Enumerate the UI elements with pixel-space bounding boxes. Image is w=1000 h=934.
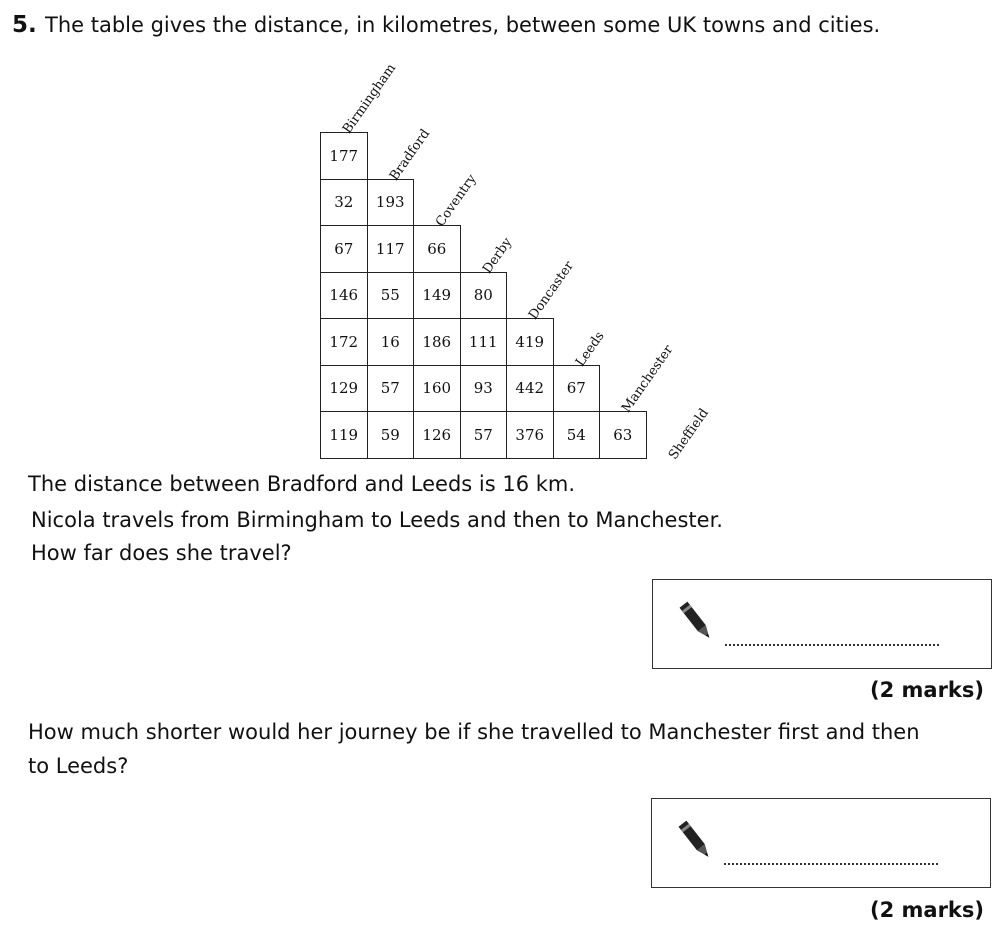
answer-box-2[interactable] [651, 798, 991, 888]
part2-question-line2: to Leeds? [28, 754, 129, 778]
marks-label-1: (2 marks) [870, 678, 984, 702]
distance-cell: 419 [506, 318, 554, 366]
distance-cell: 442 [506, 365, 554, 413]
town-label: Bradford [386, 126, 433, 184]
town-label: Manchester [619, 342, 677, 416]
distance-cell: 186 [413, 318, 461, 366]
pencil-icon [677, 598, 717, 646]
distance-cell: 16 [367, 318, 415, 366]
distance-cell: 66 [413, 225, 461, 273]
town-label: Derby [479, 234, 515, 277]
town-label: Sheffield [665, 405, 712, 463]
question-intro: The table gives the distance, in kilometres, between some UK towns and cities. [45, 13, 881, 37]
distance-cell: 111 [460, 318, 508, 366]
part1-question-line2: How far does she travel? [31, 541, 292, 565]
distance-cell: 80 [460, 272, 508, 320]
town-label: Birmingham [340, 61, 400, 137]
distance-cell: 117 [367, 225, 415, 273]
distance-cell: 59 [367, 411, 415, 459]
distance-cell: 32 [320, 179, 368, 227]
pencil-icon [676, 817, 716, 865]
distance-cell: 160 [413, 365, 461, 413]
answer-line-2[interactable] [724, 847, 938, 865]
distance-cell: 67 [553, 365, 601, 413]
distance-cell: 177 [320, 132, 368, 180]
part2-question-line1: How much shorter would her journey be if she travelled to Manchester first and then [28, 720, 920, 744]
distance-cell: 149 [413, 272, 461, 320]
town-label: Coventry [433, 171, 480, 230]
marks-label-2: (2 marks) [870, 898, 984, 922]
question-number: 5. [12, 12, 37, 38]
town-label: Leeds [572, 328, 608, 370]
distance-cell: 57 [367, 365, 415, 413]
distance-cell: 55 [367, 272, 415, 320]
distance-cell: 193 [367, 179, 415, 227]
distance-cell: 57 [460, 411, 508, 459]
distance-cell: 172 [320, 318, 368, 366]
distance-cell: 146 [320, 272, 368, 320]
town-label: Doncaster [526, 258, 577, 323]
part1-question-line1: Nicola travels from Birmingham to Leeds and then to Manchester. [31, 508, 723, 532]
distance-cell: 376 [506, 411, 554, 459]
statement-text: The distance between Bradford and Leeds is 16 km. [28, 472, 576, 496]
answer-line-1[interactable] [725, 628, 939, 646]
distance-cell: 129 [320, 365, 368, 413]
distance-cell: 67 [320, 225, 368, 273]
distance-cell: 63 [599, 411, 647, 459]
distance-cell: 93 [460, 365, 508, 413]
distance-cell: 119 [320, 411, 368, 459]
answer-box-1[interactable] [652, 579, 992, 669]
distance-cell: 126 [413, 411, 461, 459]
distance-cell: 54 [553, 411, 601, 459]
